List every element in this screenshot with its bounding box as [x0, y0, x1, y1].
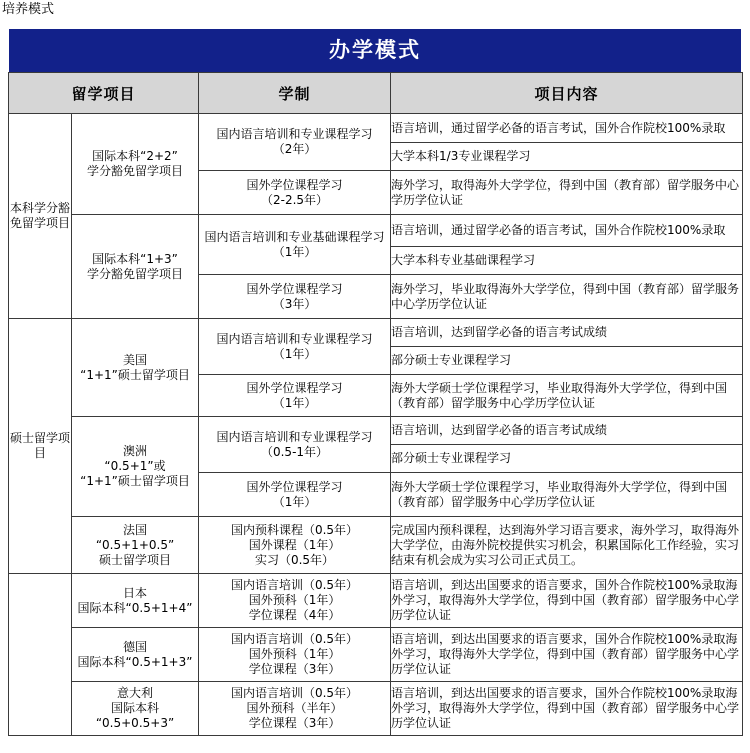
content-cell: 语言培训，到达出国要求的语言要求，国外合作院校100%录取海外学习，取得海外大学学位，得到中国（教育部）留学服务中心学历学位认证 — [391, 682, 743, 736]
system-cell: 国内预科课程（0.5年） 国外课程（1年） 实习（0.5年） — [199, 517, 391, 574]
content-cell: 海外大学硕士学位课程学习，毕业取得海外大学学位，得到中国（教育部）留学服务中心学历学位认证 — [391, 375, 743, 417]
content-cell: 海外大学硕士学位课程学习，毕业取得海外大学学位，得到中国（教育部）留学服务中心学历学位认证 — [391, 473, 743, 517]
content-cell: 部分硕士专业课程学习 — [391, 445, 743, 473]
content-cell: 海外学习，取得海外大学学位，得到中国（教育部）留学服务中心学历学位认证 — [391, 171, 743, 215]
system-cell: 国外学位课程学习 （1年） — [199, 375, 391, 417]
program-table — [8, 72, 743, 736]
system-cell: 国内语言培训（0.5年） 国外预科（1年） 学位课程（3年） — [199, 628, 391, 682]
content-cell: 完成国内预科课程，达到海外学习语言要求，海外学习，取得海外大学学位，由海外院校提供实习机会，积累国际化工作经验，实习结束有机会成为实习公司正式员工。 — [391, 517, 743, 574]
content-cell: 语言培训，达到留学必备的语言考试成绩 — [391, 417, 743, 445]
project-name: 澳洲 “0.5+1”或 “1+1”硕士留学项目 — [72, 417, 199, 517]
header-row — [9, 73, 743, 114]
project-name: 日本 国际本科“0.5+1+4” — [72, 574, 199, 628]
system-cell: 国外学位课程学习 （3年） — [199, 275, 391, 319]
header-system: 学制 — [199, 73, 391, 114]
category-master: 硕士留学项目 — [9, 319, 72, 574]
content-cell: 海外学习，毕业取得海外大学学位，得到中国（教育部）留学服务中心学历学位认证 — [391, 275, 743, 319]
category-undergrad: 本科学分豁免留学项目 — [9, 114, 72, 319]
system-cell: 国内语言培训（0.5年） 国外预科（1年） 学位课程（4年） — [199, 574, 391, 628]
content-cell: 大学本科专业基础课程学习 — [391, 247, 743, 275]
system-cell: 国外学位课程学习 （2-2.5年） — [199, 171, 391, 215]
system-cell: 国内语言培训和专业课程学习 （2年） — [199, 114, 391, 171]
system-cell: 国内语言培训和专业课程学习 （0.5-1年） — [199, 417, 391, 473]
page-caption: 培养模式 — [2, 2, 55, 17]
project-name: 德国 国际本科“0.5+1+3” — [72, 628, 199, 682]
project-name: 国际本科“1+3” 学分豁免留学项目 — [72, 215, 199, 319]
project-name: 国际本科“2+2” 学分豁免留学项目 — [72, 114, 199, 215]
system-cell: 国内语言培训和专业课程学习 （1年） — [199, 319, 391, 375]
content-cell: 语言培训，通过留学必备的语言考试，国外合作院校100%录取 — [391, 114, 743, 143]
content-cell: 部分硕士专业课程学习 — [391, 347, 743, 375]
project-name: 美国 “1+1”硕士留学项目 — [72, 319, 199, 417]
category-other — [9, 574, 72, 736]
project-name: 法国 “0.5+1+0.5” 硕士留学项目 — [72, 517, 199, 574]
header-content: 项目内容 — [391, 73, 743, 114]
system-cell: 国外学位课程学习 （1年） — [199, 473, 391, 517]
content-cell: 大学本科1/3专业课程学习 — [391, 143, 743, 171]
content-cell: 语言培训，达到留学必备的语言考试成绩 — [391, 319, 743, 347]
project-name: 意大利 国际本科 “0.5+0.5+3” — [72, 682, 199, 736]
banner-title: 办学模式 — [9, 29, 741, 72]
system-cell: 国内语言培训和专业基础课程学习 （1年） — [199, 215, 391, 275]
system-cell: 国内语言培训（0.5年） 国外预科（半年） 学位课程（3年） — [199, 682, 391, 736]
header-project: 留学项目 — [9, 73, 199, 114]
content-cell: 语言培训，到达出国要求的语言要求，国外合作院校100%录取海外学习，取得海外大学学位，得到中国（教育部）留学服务中心学历学位认证 — [391, 574, 743, 628]
content-cell: 语言培训，通过留学必备的语言考试，国外合作院校100%录取 — [391, 215, 743, 247]
content-cell: 语言培训，到达出国要求的语言要求，国外合作院校100%录取海外学习，取得海外大学学位，得到中国（教育部）留学服务中心学历学位认证 — [391, 628, 743, 682]
